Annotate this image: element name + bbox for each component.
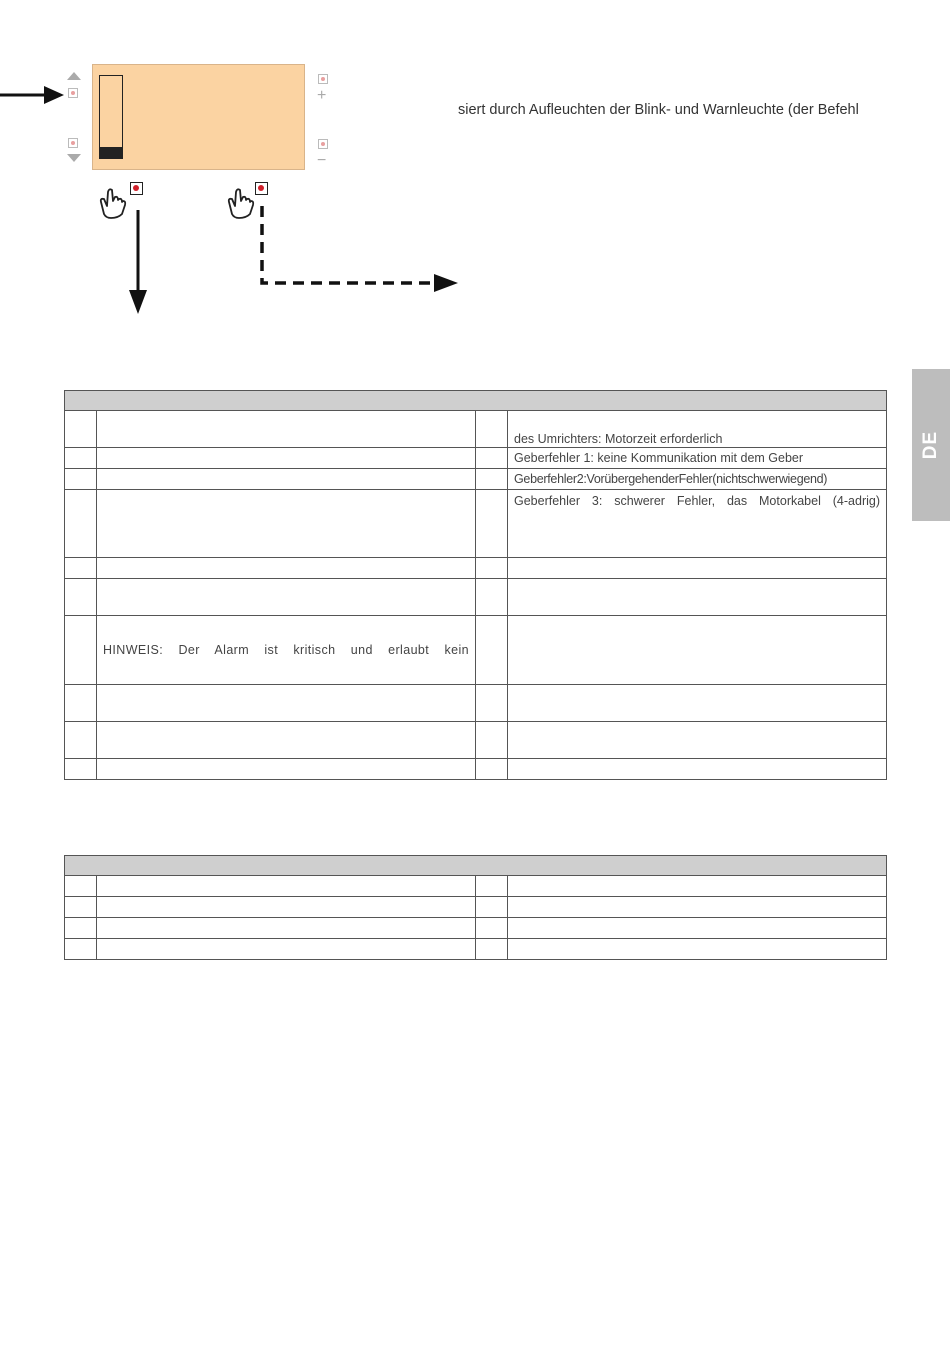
display-panel	[92, 64, 305, 170]
level-bar-fill	[100, 147, 122, 159]
language-tab	[912, 369, 950, 521]
table-row	[65, 558, 887, 579]
table-row	[65, 685, 887, 722]
intro-text: siert durch Aufleuchten der Blink- und Warnleuchte (der Befehl	[458, 102, 859, 118]
table-row: des Umrichters: Motorzeit erforderlich	[65, 411, 887, 448]
minus-button[interactable]	[318, 139, 328, 149]
dashed-arrow-icon	[250, 206, 462, 298]
table-row: HINWEIS: Der Alarm ist kritisch und erlaubt kein	[65, 616, 887, 685]
table-row	[65, 897, 887, 918]
table-row: Geberfehler2:VorübergehenderFehler(nichtschwerwiegend)	[65, 469, 887, 490]
status-table	[64, 855, 887, 960]
down-button[interactable]	[68, 138, 78, 148]
table-row: Geberfehler 3: schwerer Fehler, das Motorkabel (4-adrig)	[65, 490, 887, 558]
table-header-row	[65, 856, 887, 876]
alarm-table	[64, 390, 887, 780]
table-header-row	[65, 391, 887, 411]
table-row	[65, 876, 887, 897]
table-row	[65, 918, 887, 939]
up-button[interactable]	[68, 88, 78, 98]
triangle-down-icon	[67, 154, 81, 162]
language-label: DE	[920, 430, 941, 460]
table-row	[65, 759, 887, 780]
hand-press-icon	[98, 184, 128, 220]
escape-button[interactable]	[255, 182, 268, 195]
table-row	[65, 939, 887, 960]
plus-icon: +	[317, 87, 327, 104]
arrow-down-icon	[126, 210, 150, 316]
triangle-up-icon	[67, 72, 81, 80]
plus-button[interactable]	[318, 74, 328, 84]
minus-icon: −	[317, 152, 327, 169]
confirm-button[interactable]	[130, 182, 143, 195]
table-row: Geberfehler 1: keine Kommunikation mit dem Geber	[65, 448, 887, 469]
table-row	[65, 722, 887, 759]
table-row	[65, 579, 887, 616]
pointer-arrow-icon	[0, 84, 66, 106]
